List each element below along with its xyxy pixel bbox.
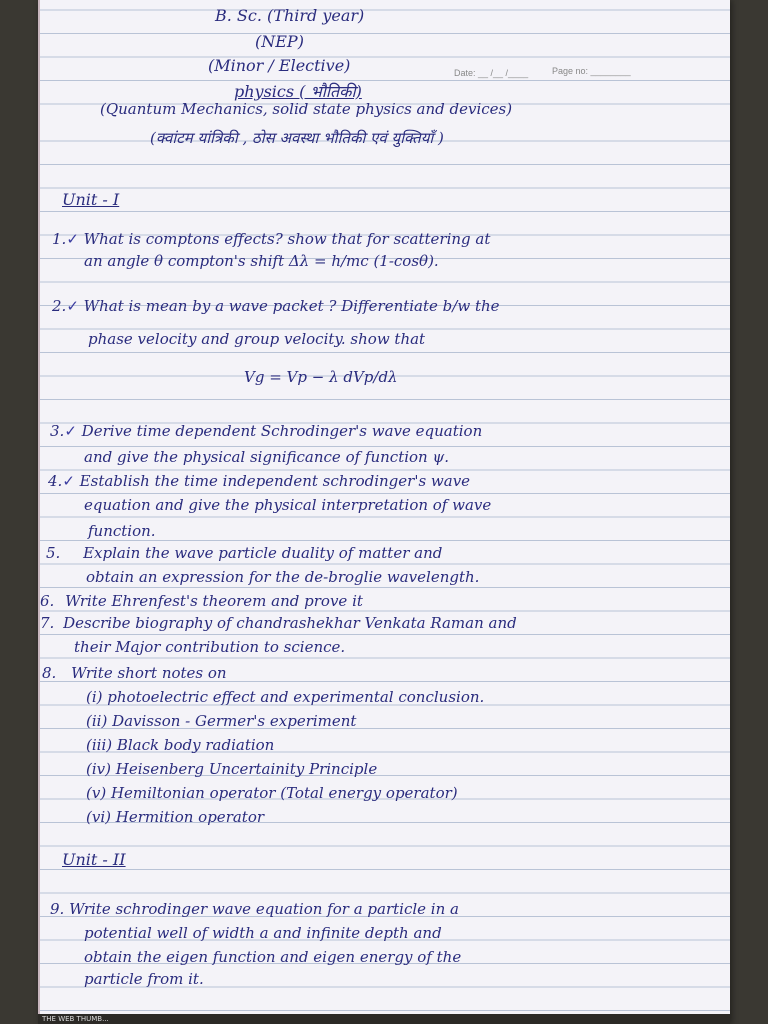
date-field xyxy=(454,68,528,78)
question-4 xyxy=(48,472,470,490)
question-9-line-3: obtain the eigen function and eigen energy of the xyxy=(84,948,462,966)
question-line: Write short notes on xyxy=(71,664,227,682)
short-note-vi: (vi) Hermition operator xyxy=(86,808,265,826)
short-note-iii: (iii) Black body radiation xyxy=(86,736,275,754)
paper-title-english: (Quantum Mechanics, solid state physics and devices) xyxy=(100,100,513,118)
question-2 xyxy=(52,297,500,315)
margin-line xyxy=(38,0,40,1024)
check-mark-icon: ✓ xyxy=(66,230,79,248)
question-number: 7. xyxy=(40,614,55,632)
question-8 xyxy=(42,664,227,682)
question-line: Write Ehrenfest's theorem and prove it xyxy=(65,592,363,610)
question-4-line-3: function. xyxy=(88,522,156,540)
date-label: Date: xyxy=(454,68,476,78)
unit-2-heading: Unit - II xyxy=(62,850,126,869)
question-line: Write schrodinger wave equation for a particle in a xyxy=(69,900,459,918)
question-number: 5. xyxy=(46,544,61,562)
question-4-line-2: equation and give the physical interpretation of wave xyxy=(84,496,492,514)
short-note-iv: (iv) Heisenberg Uncertainity Principle xyxy=(86,760,378,778)
unit-1-heading: Unit - I xyxy=(62,190,120,209)
short-note-v: (v) Hemiltonian operator (Total energy operator) xyxy=(86,784,458,802)
question-9-line-2: potential well of width a and infinite depth and xyxy=(84,924,442,942)
group-velocity-formula: Vg = Vp − λ dVp/dλ xyxy=(244,368,398,386)
question-7 xyxy=(40,614,517,632)
notebook-page xyxy=(38,0,730,1024)
question-1-line-2: an angle θ compton's shift Δλ = h/mc (1-cosθ). xyxy=(84,252,439,270)
paper-title-hindi: (क्वांटम यांत्रिकी , ठोस अवस्था भौतिकी एवं युक्तियाँ ) xyxy=(150,129,444,147)
page-bottom-strip: THE WEB THUMB... xyxy=(38,1014,730,1024)
question-9-line-4: particle from it. xyxy=(84,970,204,988)
header-nep: (NEP) xyxy=(255,32,304,51)
question-line: What is mean by a wave packet ? Differentiate b/w the xyxy=(83,297,500,315)
question-number: 1. xyxy=(52,230,67,248)
question-line: Establish the time independent schrodinger's wave xyxy=(79,472,471,490)
question-5-line-2: obtain an expression for the de-broglie wavelength. xyxy=(86,568,480,586)
question-6 xyxy=(40,592,363,610)
question-line: Describe biography of chandrashekhar Venkata Raman and xyxy=(63,614,517,632)
question-7-line-2: their Major contribution to science. xyxy=(74,638,346,656)
header-subject: physics ( भौतिकी) xyxy=(234,82,362,101)
question-1 xyxy=(52,230,490,248)
question-2-line-2: phase velocity and group velocity. show that xyxy=(88,330,426,348)
question-number: 8. xyxy=(42,664,57,682)
page-no-field xyxy=(552,66,631,76)
page-no-label: Page no: xyxy=(552,66,589,76)
question-number: 2. xyxy=(52,297,67,315)
question-3-line-2: and give the physical significance of function ψ. xyxy=(84,448,450,466)
question-9 xyxy=(50,900,459,918)
check-mark-icon: ✓ xyxy=(62,472,75,490)
question-number: 9. xyxy=(50,900,65,918)
question-number: 3. xyxy=(50,422,65,440)
header-minor-elective: (Minor / Elective) xyxy=(208,56,351,75)
question-line: Derive time dependent Schrodinger's wave equation xyxy=(81,422,483,440)
short-note-i: (i) photoelectric effect and experimental conclusion. xyxy=(86,688,485,706)
question-line: Explain the wave particle duality of matter and xyxy=(83,544,443,562)
question-line: What is comptons effects? show that for scattering at xyxy=(83,230,491,248)
short-note-ii: (ii) Davisson - Germer's experiment xyxy=(86,712,357,730)
question-number: 4. xyxy=(48,472,63,490)
check-mark-icon: ✓ xyxy=(66,297,79,315)
header-course: B. Sc. (Third year) xyxy=(215,6,365,25)
date-blank: __ /__ /____ xyxy=(478,68,529,78)
page-no-blank: ________ xyxy=(590,66,631,76)
question-3 xyxy=(50,422,482,440)
question-5 xyxy=(46,544,442,562)
check-mark-icon: ✓ xyxy=(64,422,77,440)
question-number: 6. xyxy=(40,592,55,610)
